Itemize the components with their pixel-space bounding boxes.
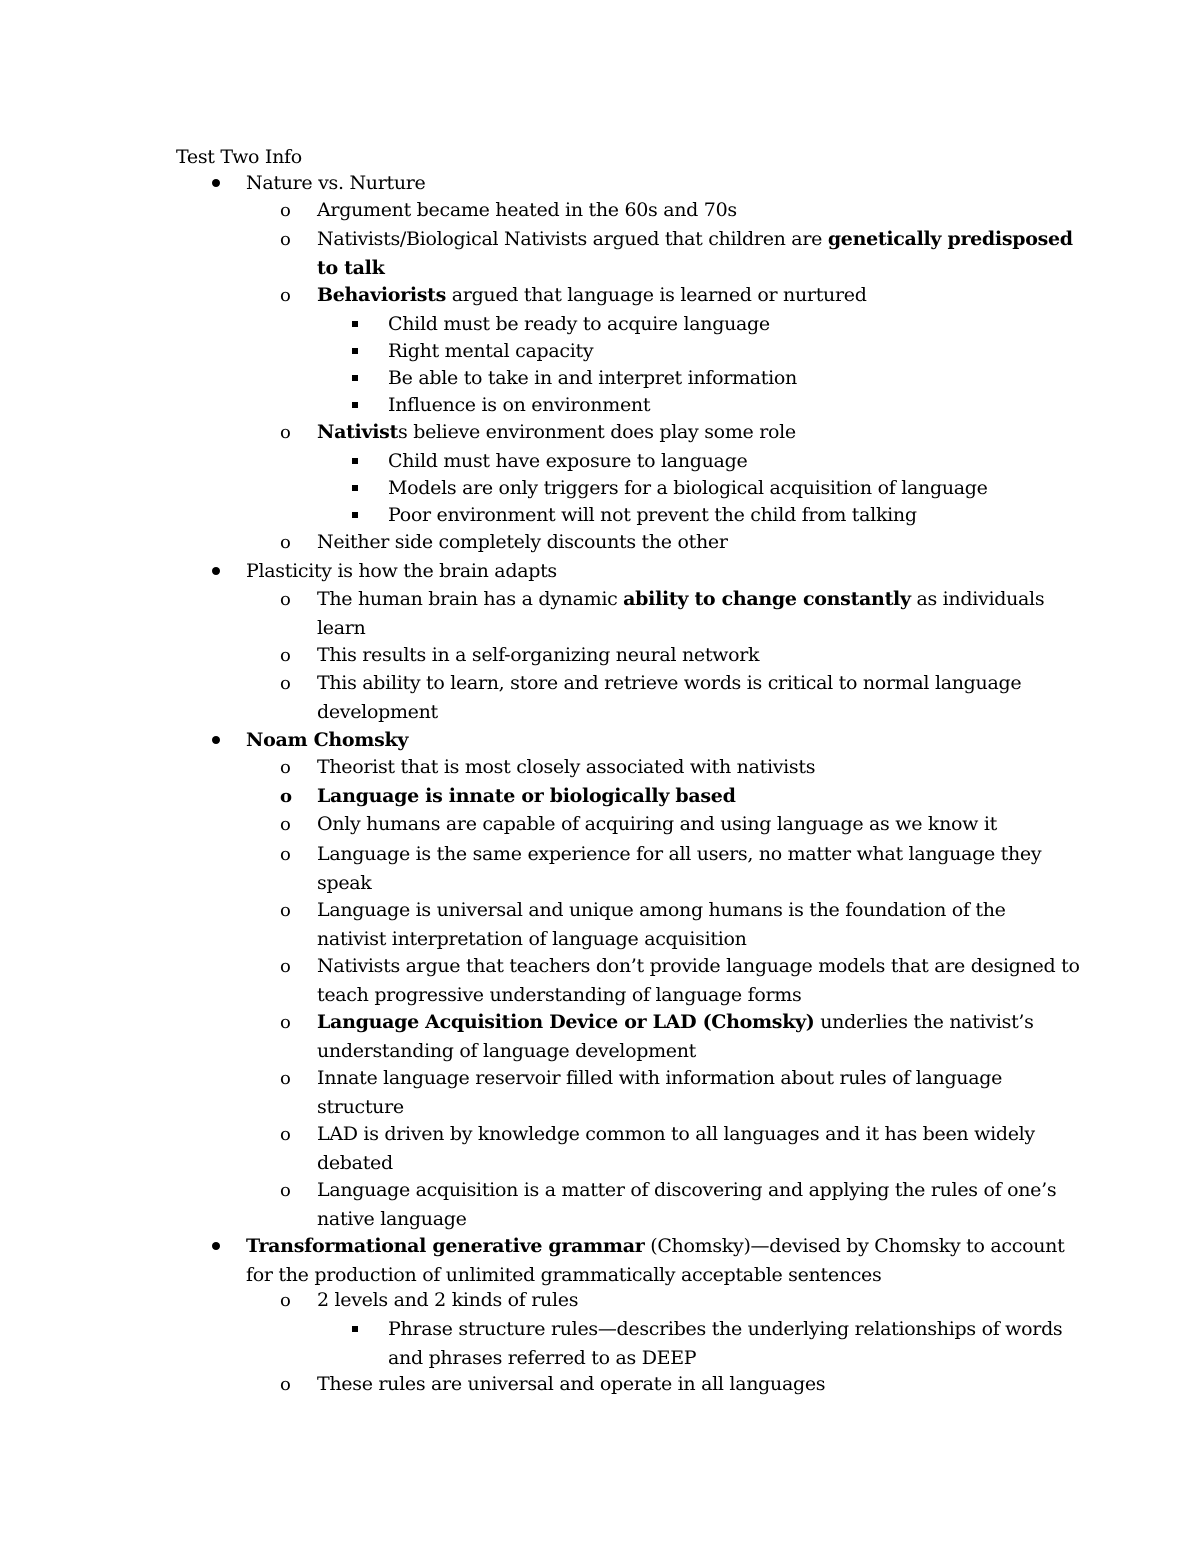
square-bullet-icon: [350, 501, 388, 530]
list-item: o These rules are universal and operate in all languages: [280, 1370, 1080, 1400]
bullet-nature-vs-nurture: [210, 169, 1080, 198]
circle-bullet-icon: o: [280, 757, 291, 778]
list-item: o Language is innate or biologically based: [280, 782, 1080, 812]
list-item: o Language Acquisition Device or LAD (Chomsky) underlies the nativist’s understanding of language development: [280, 1008, 1080, 1065]
list-item: o 2 levels and 2 kinds of rules: [280, 1286, 1080, 1316]
circle-bullet-icon: o: [280, 1068, 291, 1089]
square-bullet-icon: [350, 447, 388, 476]
circle-bullet-icon: o: [280, 200, 291, 221]
list-item: o Nativists believe environment does play some role: [280, 418, 1080, 448]
list-item: o Only humans are capable of acquiring and using language as we know it: [280, 810, 1080, 840]
list-item: o Neither side completely discounts the other: [280, 528, 1080, 558]
square-bullet-icon: [350, 1315, 388, 1344]
list-item: o Language is the same experience for all users, no matter what language they speak: [280, 840, 1080, 897]
circle-bullet-icon: o: [280, 1012, 291, 1033]
list-item: o LAD is driven by knowledge common to all languages and it has been widely debated: [280, 1120, 1080, 1177]
list-item: o Language is universal and unique among humans is the foundation of the nativist interpretation of language acquisition: [280, 896, 1080, 953]
list-item: Be able to take in and interpret information: [350, 364, 1080, 393]
list-item: o Argument became heated in the 60s and 70s: [280, 196, 1080, 226]
square-bullet-icon: [350, 474, 388, 503]
list-item: o The human brain has a dynamic ability to change constantly as individuals learn: [280, 585, 1080, 642]
bullet-dot-icon: [210, 726, 246, 755]
list-item: Child must be ready to acquire language: [350, 310, 1080, 339]
circle-bullet-icon: o: [280, 422, 291, 443]
circle-bullet-icon: o: [280, 786, 292, 807]
list-item: Poor environment will not prevent the child from talking: [350, 501, 1080, 530]
list-item: Right mental capacity: [350, 337, 1080, 366]
list-item: o Nativists argue that teachers don’t provide language models that are designed to teach progressive understanding of language forms: [280, 952, 1080, 1009]
document-title: Test Two Info: [176, 146, 302, 168]
circle-bullet-icon: o: [280, 1290, 291, 1311]
bullet-noam-chomsky: Noam Chomsky: [210, 726, 1080, 755]
list-item: o This ability to learn, store and retrieve words is critical to normal language development: [280, 669, 1080, 726]
circle-bullet-icon: o: [280, 956, 291, 977]
circle-bullet-icon: o: [280, 1180, 291, 1201]
list-item: o This results in a self-organizing neural network: [280, 641, 1080, 671]
bullet-dot-icon: [210, 1232, 246, 1261]
square-bullet-icon: [350, 337, 388, 366]
circle-bullet-icon: o: [280, 844, 291, 865]
circle-bullet-icon: o: [280, 814, 291, 835]
list-item: Influence is on environment: [350, 391, 1080, 420]
list-item: o Innate language reservoir filled with information about rules of language structure: [280, 1064, 1080, 1121]
circle-bullet-icon: o: [280, 532, 291, 553]
bullet-transformational-grammar: Transformational generative grammar (Chomsky)—devised by Chomsky to account for the production of unlimited grammatically acceptable sentences: [210, 1232, 1080, 1289]
list-item: Models are only triggers for a biological acquisition of language: [350, 474, 1080, 503]
bullet-dot-icon: [210, 169, 246, 198]
square-bullet-icon: [350, 310, 388, 339]
list-item: o Behaviorists argued that language is learned or nurtured: [280, 281, 1080, 311]
list-item: Phrase structure rules—describes the underlying relationships of words and phrases referred to as DEEP: [350, 1315, 1080, 1372]
circle-bullet-icon: o: [280, 1124, 291, 1145]
square-bullet-icon: [350, 364, 388, 393]
bullet-plasticity: Plasticity is how the brain adapts: [210, 557, 1080, 586]
list-item: Child must have exposure to language: [350, 447, 1080, 476]
circle-bullet-icon: o: [280, 589, 291, 610]
square-bullet-icon: [350, 391, 388, 420]
circle-bullet-icon: o: [280, 285, 291, 306]
list-item: o Theorist that is most closely associated with nativists: [280, 753, 1080, 783]
circle-bullet-icon: o: [280, 1374, 291, 1395]
bullet-text: Nature vs. Nurture: [246, 172, 426, 194]
circle-bullet-icon: o: [280, 645, 291, 666]
circle-bullet-icon: o: [280, 900, 291, 921]
bullet-dot-icon: [210, 557, 246, 586]
list-item: o Nativists/Biological Nativists argued that children are genetically predisposed to talk: [280, 225, 1080, 282]
list-item: o Language acquisition is a matter of discovering and applying the rules of one’s native language: [280, 1176, 1080, 1233]
circle-bullet-icon: o: [280, 673, 291, 694]
circle-bullet-icon: o: [280, 229, 291, 250]
